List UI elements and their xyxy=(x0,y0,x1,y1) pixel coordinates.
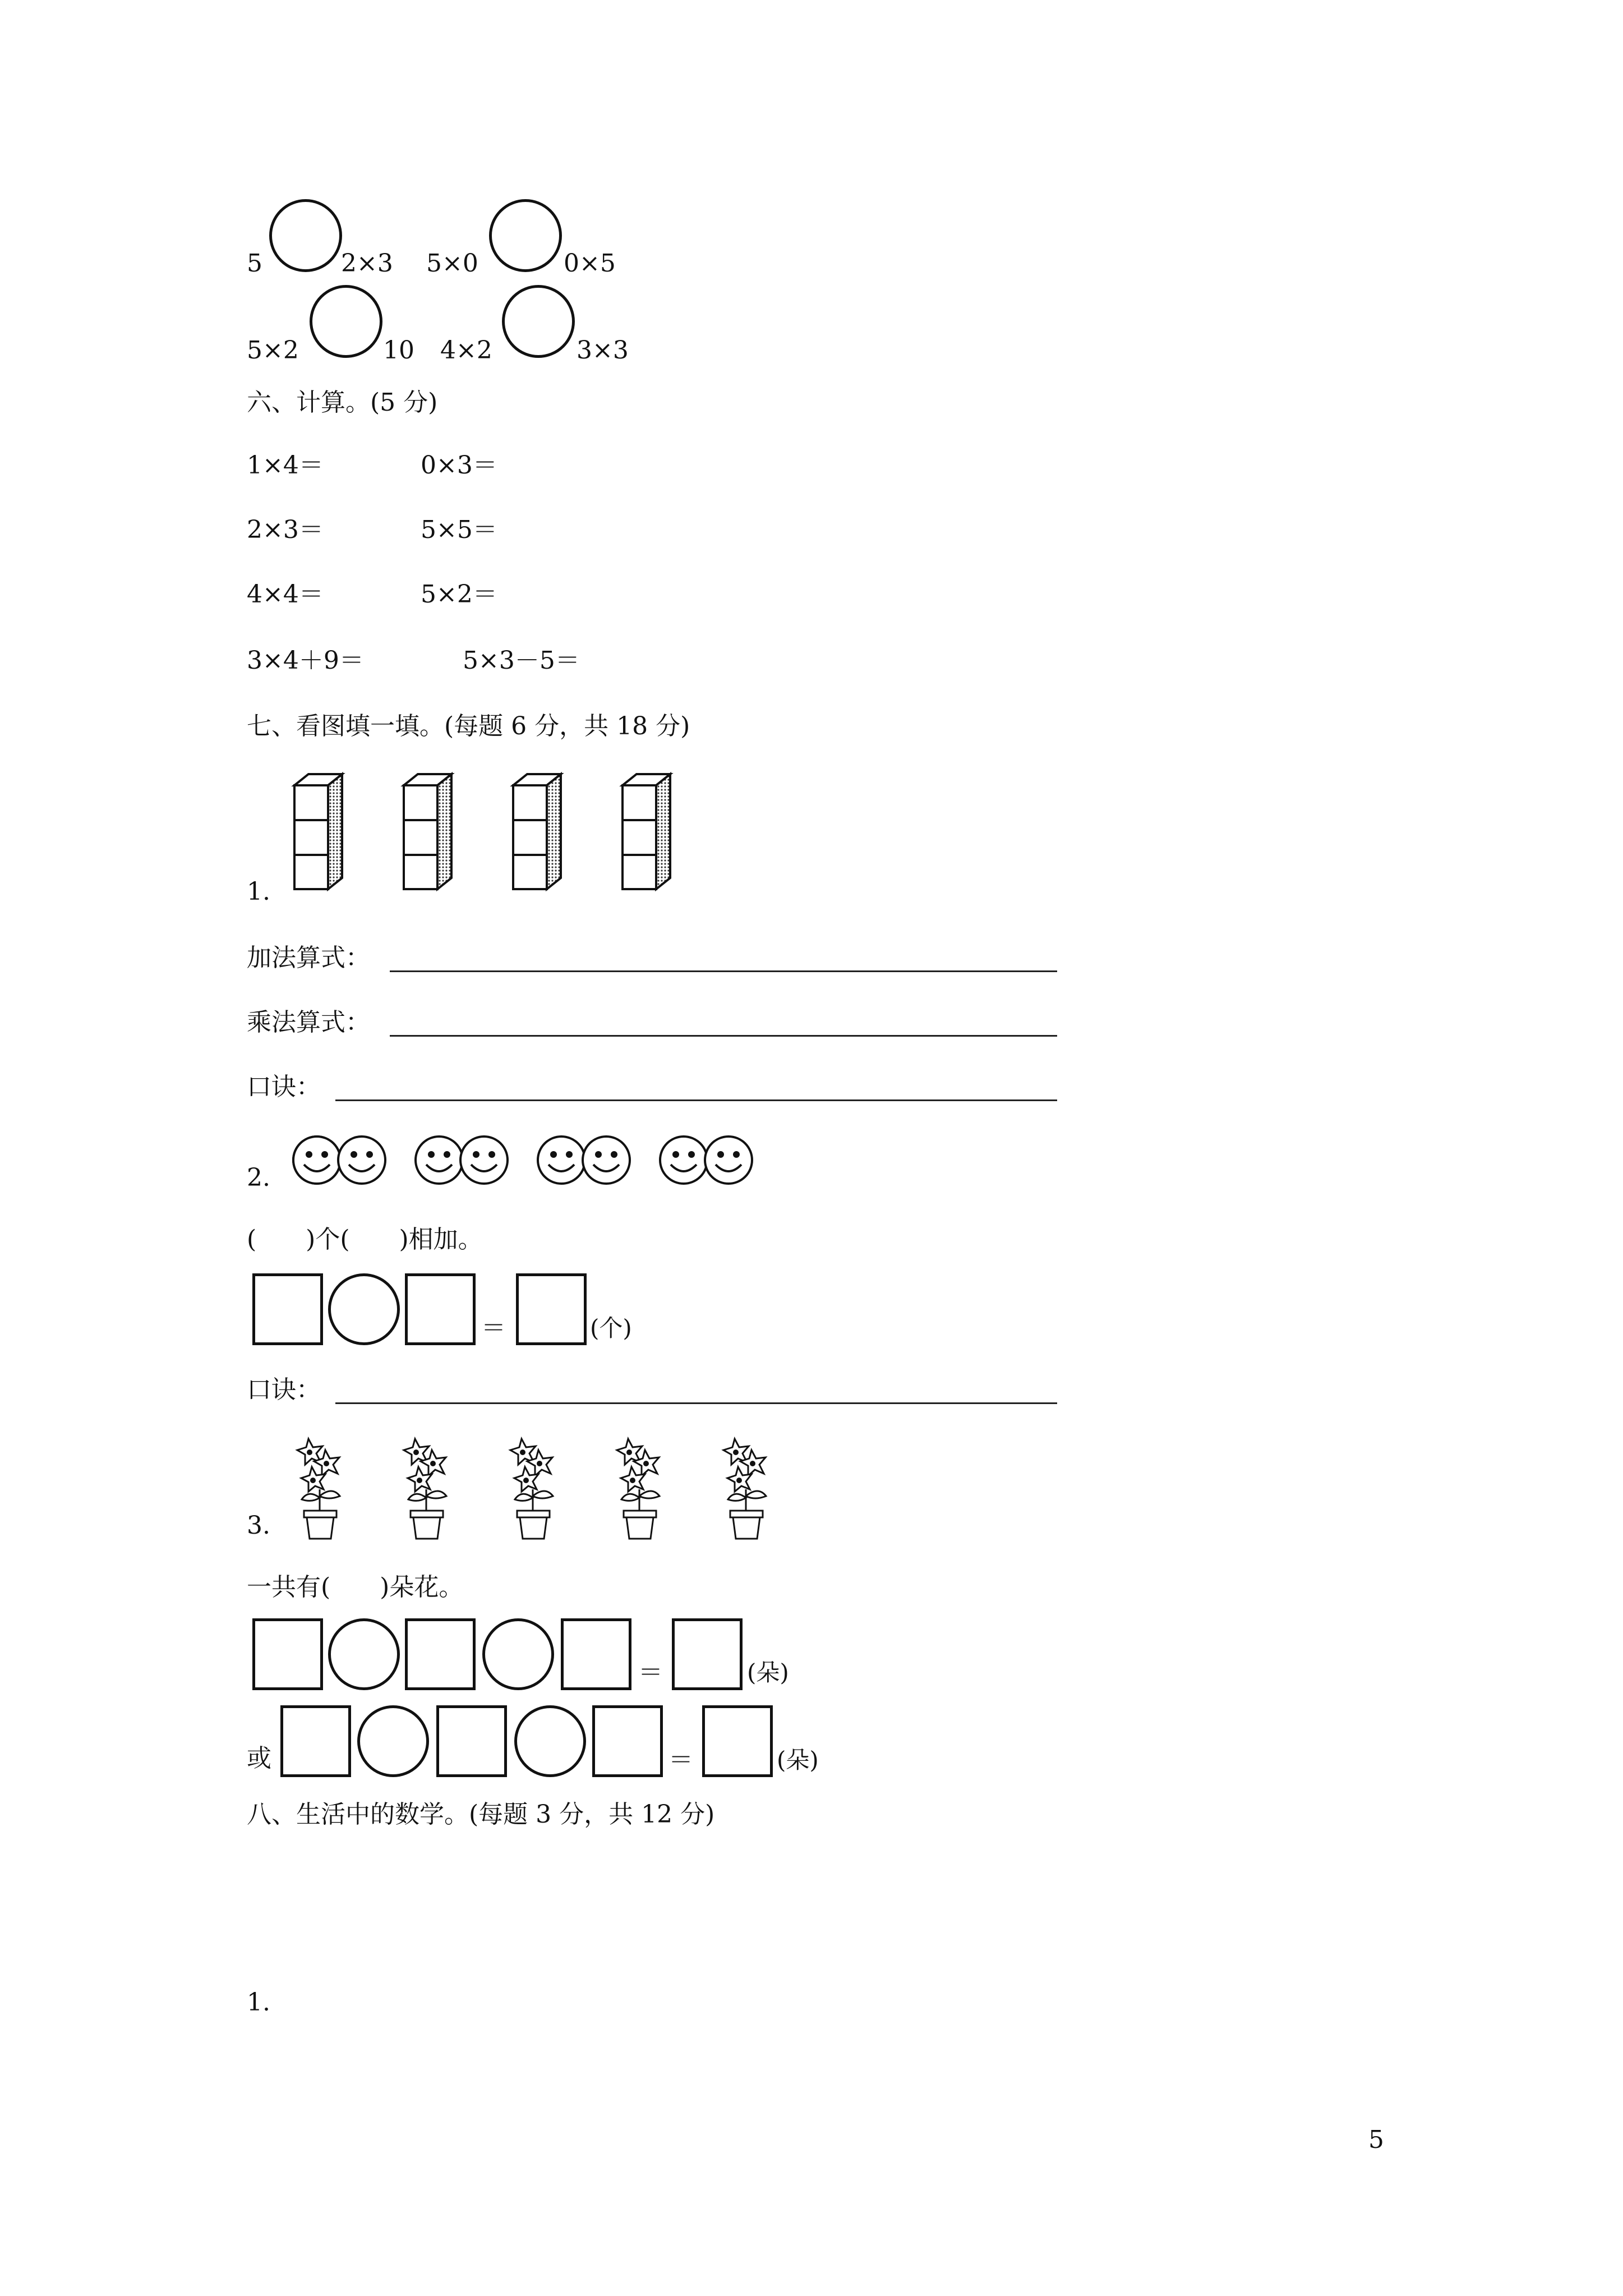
q3-row1-circle-1[interactable] xyxy=(328,1618,400,1690)
calc-4-2: 5×3－5＝ xyxy=(463,646,580,675)
flower-pot-5 xyxy=(723,1439,766,1539)
q3-row2-box-2[interactable] xyxy=(436,1705,507,1777)
q3-sentence: 一共有( )朵花。 xyxy=(247,1573,464,1602)
q2-box-1[interactable] xyxy=(252,1273,323,1345)
q3-row1-equals: ＝ xyxy=(638,1658,663,1687)
q3-row2-equals: ＝ xyxy=(668,1746,693,1774)
q2-box-2[interactable] xyxy=(405,1273,476,1345)
compare-left-2: 5×0 xyxy=(426,249,478,278)
q3-or-label: 或 xyxy=(247,1744,271,1773)
flower-pot-2 xyxy=(404,1439,446,1539)
q3-row1-box-1[interactable] xyxy=(252,1618,323,1690)
q2-number: 2. xyxy=(247,1163,270,1192)
q1-number: 1. xyxy=(247,877,270,906)
rhyme-label-2: 口诀： xyxy=(247,1375,321,1404)
compare-right-3: 10 xyxy=(383,336,414,365)
flower-pot-4 xyxy=(617,1439,660,1539)
q2-box-result[interactable] xyxy=(516,1273,587,1345)
flower-pot-3 xyxy=(510,1439,553,1539)
section-7-title: 七、看图填一填。(每题 6 分，共 18 分) xyxy=(247,712,690,740)
q3-row1-box-2[interactable] xyxy=(405,1618,476,1690)
q3-row1-unit: (朵) xyxy=(747,1659,789,1686)
smiley-pair-1 xyxy=(293,1137,385,1184)
calc-1-1: 1×4＝ xyxy=(247,451,324,480)
compare-circle-2[interactable] xyxy=(489,199,562,272)
addition-label: 加法算式： xyxy=(247,944,370,972)
q2-operator-circle[interactable] xyxy=(328,1273,400,1345)
flower-pots-figure xyxy=(292,1428,785,1540)
calc-2-1: 2×3＝ xyxy=(247,516,324,544)
page-number: 5 xyxy=(1368,2125,1384,2154)
rhyme-label-1: 口诀： xyxy=(247,1073,321,1101)
compare-right-4: 3×3 xyxy=(577,336,629,365)
q2-sentence: ( )个( )相加。 xyxy=(247,1225,483,1254)
compare-circle-3[interactable] xyxy=(310,285,382,358)
calc-3-1: 4×4＝ xyxy=(247,580,324,609)
compare-left-4: 4×2 xyxy=(440,336,492,365)
multiplication-answer-line[interactable] xyxy=(390,1035,1057,1037)
section-6-title: 六、计算。(5 分) xyxy=(247,388,438,417)
q3-row1-box-3[interactable] xyxy=(561,1618,631,1690)
cube-stack-3 xyxy=(513,774,561,889)
q3-row2-box-3[interactable] xyxy=(592,1705,663,1777)
q3-row2-unit: (朵) xyxy=(777,1746,819,1774)
q3-row2-circle-1[interactable] xyxy=(357,1705,429,1777)
compare-left-3: 5×2 xyxy=(247,336,299,365)
smiley-pair-2 xyxy=(416,1137,508,1184)
compare-circle-1[interactable] xyxy=(269,199,342,272)
section-8-title: 八、生活中的数学。(每题 3 分，共 12 分) xyxy=(247,1800,715,1829)
calc-2-2: 5×5＝ xyxy=(421,516,497,544)
compare-right-1: 2×3 xyxy=(341,249,393,278)
calc-1-2: 0×3＝ xyxy=(421,451,497,480)
q2-equals: ＝ xyxy=(481,1314,506,1342)
multiplication-label: 乘法算式： xyxy=(247,1008,370,1037)
smiley-faces-figure xyxy=(292,1133,763,1189)
q3-row2-box-1[interactable] xyxy=(280,1705,351,1777)
q3-row1-box-result[interactable] xyxy=(672,1618,743,1690)
q2-unit: (个) xyxy=(590,1314,632,1342)
q3-number: 3. xyxy=(247,1511,270,1540)
compare-circle-4[interactable] xyxy=(502,285,575,358)
cube-stacks-figure xyxy=(292,771,695,900)
smiley-pair-3 xyxy=(538,1137,630,1184)
cube-stack-4 xyxy=(623,774,670,889)
cube-stack-2 xyxy=(404,774,451,889)
addition-answer-line[interactable] xyxy=(390,970,1057,972)
compare-right-2: 0×5 xyxy=(564,249,616,278)
compare-left-1: 5 xyxy=(247,249,262,278)
q3-row2-box-result[interactable] xyxy=(702,1705,773,1777)
cube-stack-1 xyxy=(294,774,342,889)
rhyme-answer-line-2[interactable] xyxy=(335,1402,1057,1404)
q3-row2-circle-2[interactable] xyxy=(514,1705,586,1777)
calc-3-2: 5×2＝ xyxy=(421,580,497,609)
smiley-pair-4 xyxy=(660,1137,752,1184)
calc-4-1: 3×4＋9＝ xyxy=(247,646,364,675)
q3-row1-circle-2[interactable] xyxy=(482,1618,554,1690)
section-8-q1-number: 1. xyxy=(247,1988,270,2017)
rhyme-answer-line-1[interactable] xyxy=(335,1099,1057,1101)
